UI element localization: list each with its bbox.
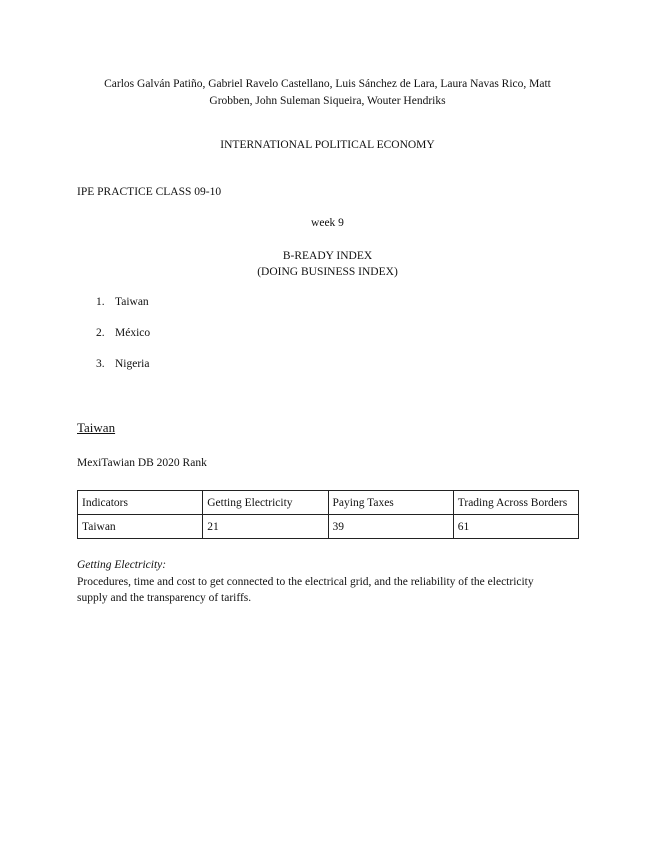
authors-line-1: Carlos Galván Patiño, Gabriel Ravelo Castellano, Luis Sánchez de Lara, Laura Navas Rico, Matt — [104, 78, 551, 90]
section-heading: Taiwan — [77, 420, 116, 435]
table-caption: MexiTawian DB 2020 Rank — [77, 457, 207, 469]
index-title-line-1: B-READY INDEX — [282, 250, 373, 262]
table-cell: 61 — [453, 515, 578, 539]
table-header-row — [78, 491, 579, 515]
table-header-cell: Getting Electricity — [203, 491, 328, 515]
table-header-cell: Trading Across Borders — [453, 491, 578, 515]
list-number: 2. — [96, 327, 105, 339]
list-number: 3. — [96, 358, 105, 370]
description-body: Procedures, time and cost to get connected to the electrical grid, and the reliability of the electricity supply and the transparency of tariffs. — [77, 576, 534, 604]
rank-table — [77, 490, 579, 539]
list-text: México — [115, 327, 151, 339]
index-title-line-2: (DOING BUSINESS INDEX) — [257, 266, 398, 278]
table-header-cell: Paying Taxes — [328, 491, 453, 515]
table-header-cell: Indicators — [78, 491, 203, 515]
authors-line-2: Grobben, John Suleman Siqueira, Wouter Hendriks — [209, 95, 446, 107]
table-cell: Taiwan — [78, 515, 203, 539]
course-title: INTERNATIONAL POLITICAL ECONOMY — [220, 139, 435, 151]
list-item — [96, 327, 150, 339]
description-title: Getting Electricity: — [77, 559, 167, 571]
authors — [0, 76, 655, 110]
list-text: Nigeria — [115, 358, 150, 370]
table-row — [78, 515, 579, 539]
list-item — [96, 358, 149, 370]
table-cell: 21 — [203, 515, 328, 539]
index-title — [0, 248, 655, 280]
list-item — [96, 296, 149, 308]
list-number: 1. — [96, 296, 105, 308]
class-label: IPE PRACTICE CLASS 09-10 — [77, 186, 222, 198]
list-text: Taiwan — [115, 296, 149, 308]
table-cell: 39 — [328, 515, 453, 539]
week-label: week 9 — [311, 217, 344, 229]
